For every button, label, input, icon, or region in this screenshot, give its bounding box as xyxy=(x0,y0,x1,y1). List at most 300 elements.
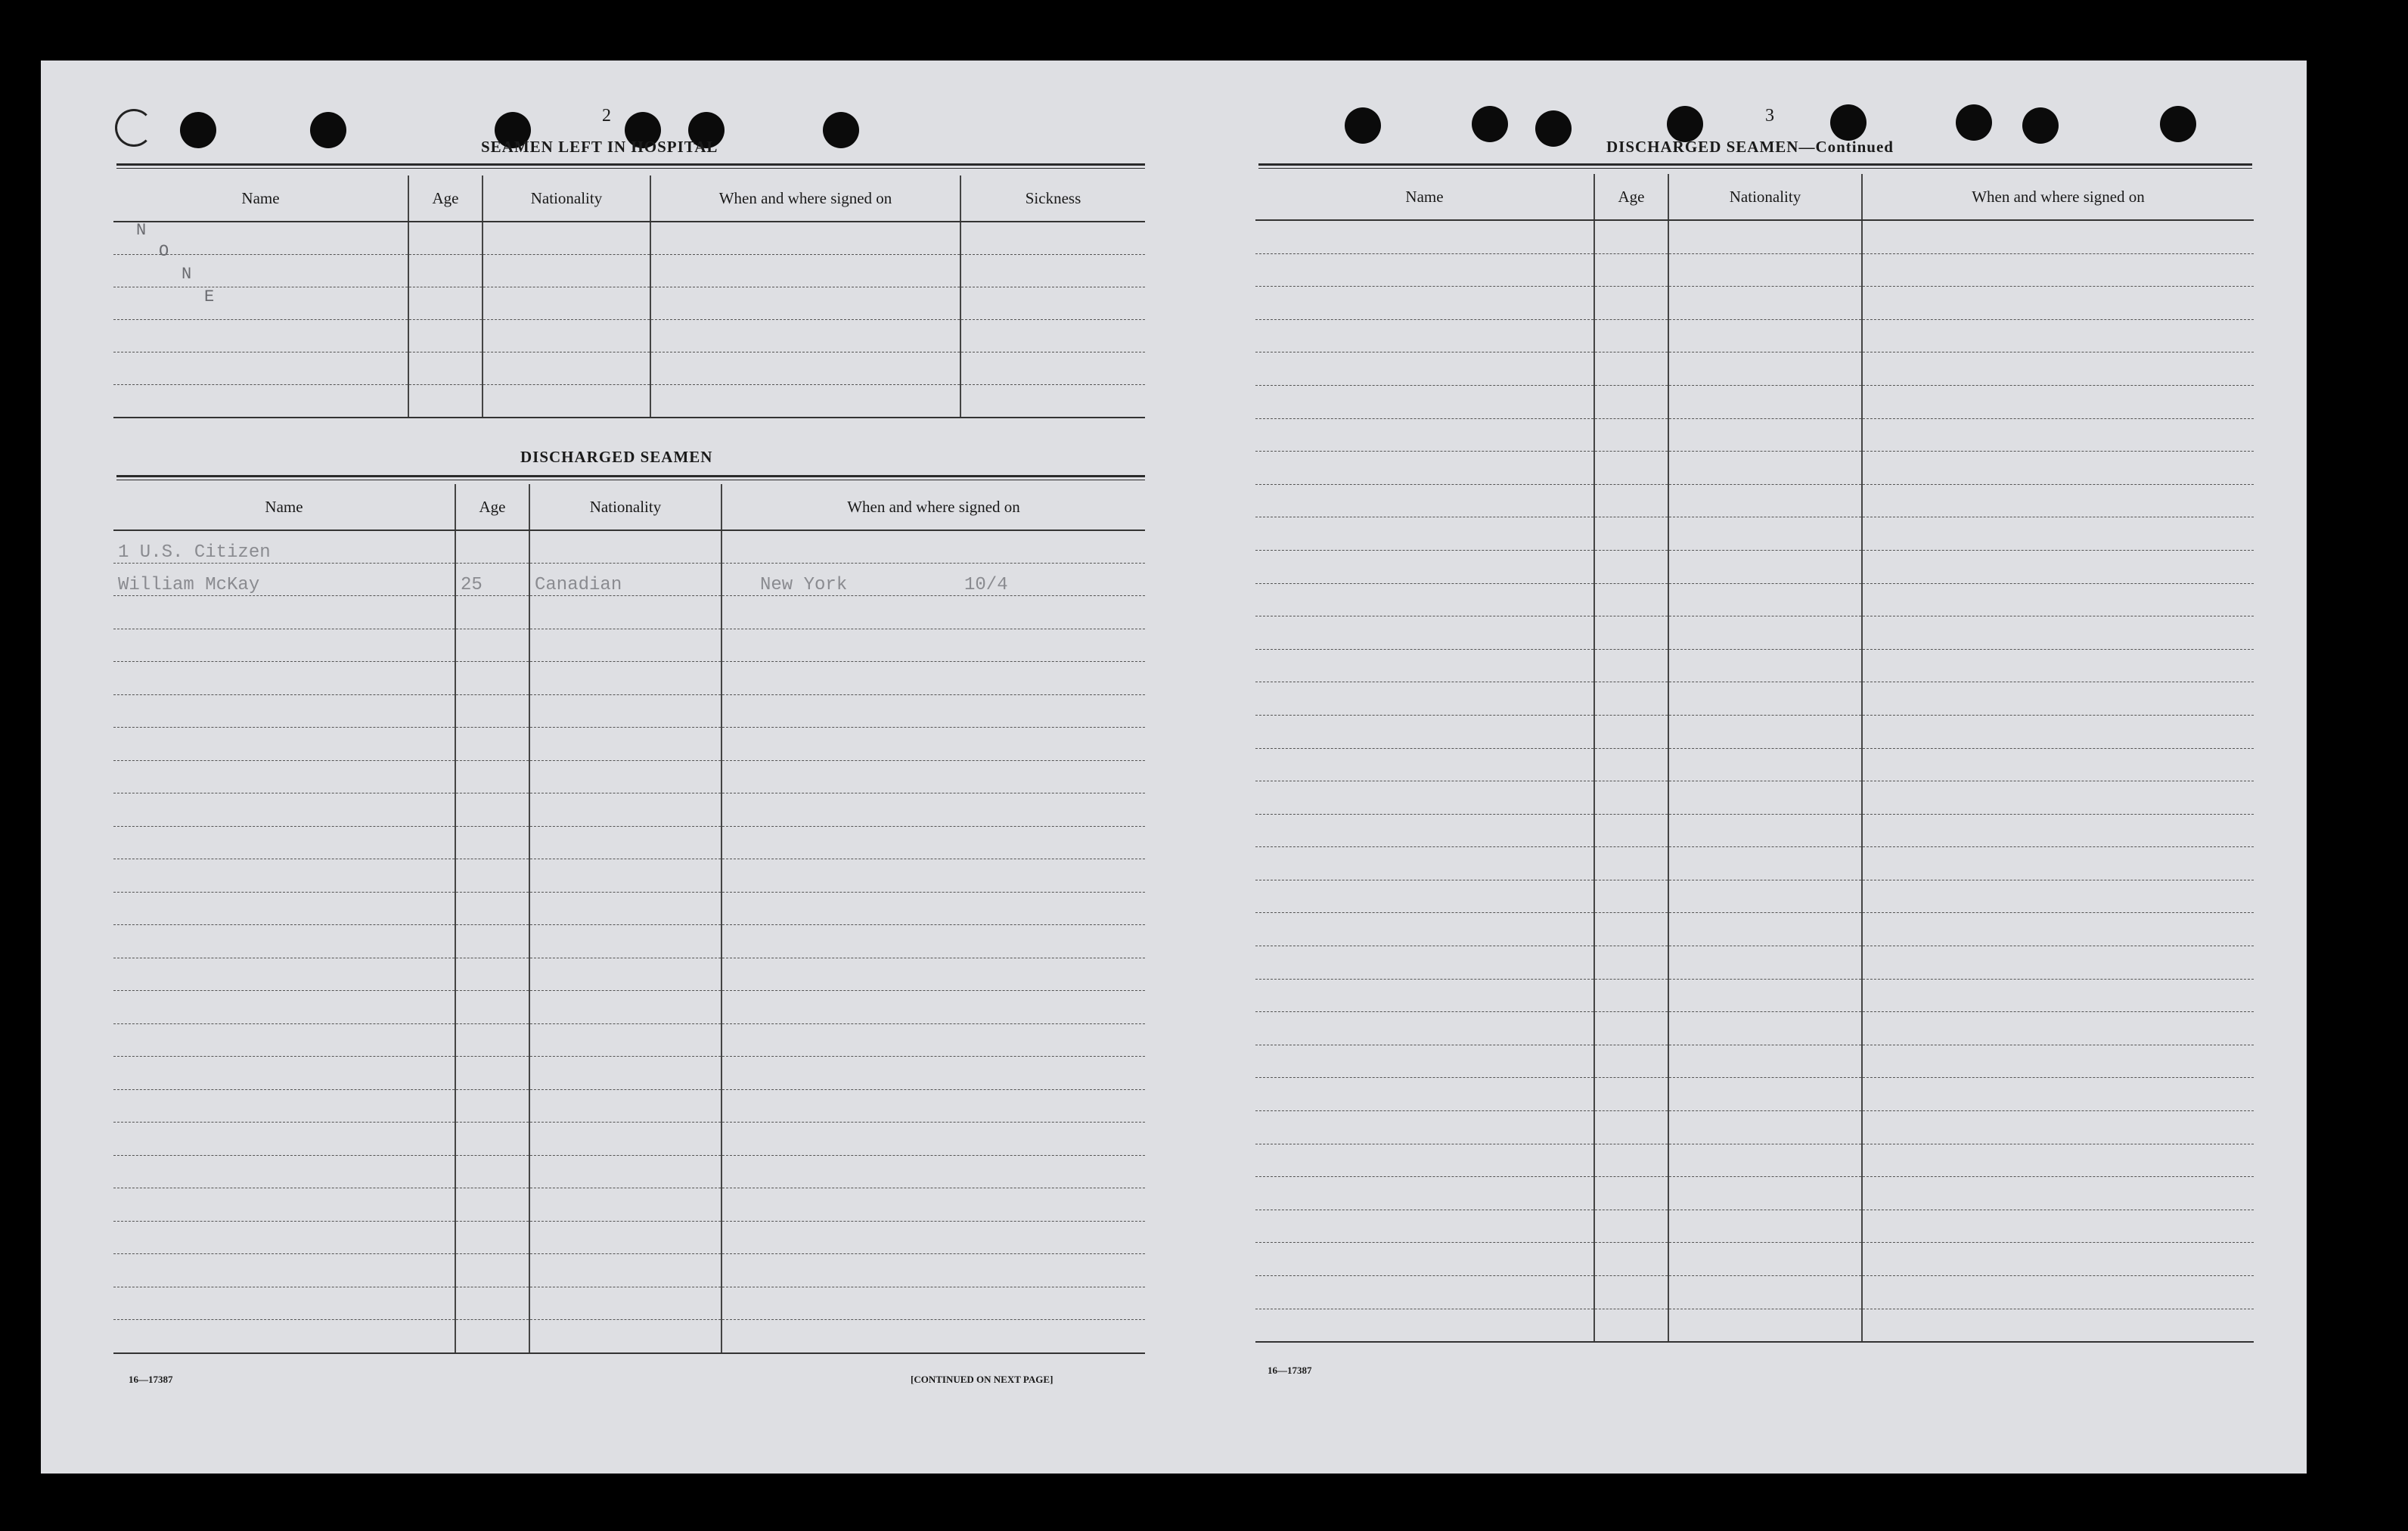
table-cell xyxy=(483,352,650,385)
table-cell xyxy=(113,1320,455,1353)
table-row xyxy=(113,222,1145,255)
table-row xyxy=(1255,352,2254,386)
table-cell xyxy=(1668,847,1862,880)
table-cell xyxy=(960,287,1145,320)
table-cell xyxy=(721,1320,1145,1353)
table-cell xyxy=(113,728,455,761)
pen-mark xyxy=(115,109,153,147)
table-cell xyxy=(1668,979,1862,1012)
table-cell xyxy=(1862,1177,2254,1210)
table-cell xyxy=(1668,484,1862,517)
table-row xyxy=(1255,1078,2254,1111)
table-cell xyxy=(1862,1111,2254,1144)
table-cell xyxy=(1668,418,1862,452)
table-cell xyxy=(1862,484,2254,517)
table-cell xyxy=(408,255,483,287)
table-cell xyxy=(113,859,455,893)
column-header-signed-on: When and where signed on xyxy=(650,175,960,222)
punch-hole xyxy=(1535,110,1572,147)
table-cell xyxy=(1255,1276,1594,1309)
table-row xyxy=(113,629,1145,662)
table-cell xyxy=(1594,220,1668,253)
form-number: 16—17387 xyxy=(1268,1365,1312,1376)
table-cell xyxy=(721,1089,1145,1123)
table-cell xyxy=(1255,1045,1594,1078)
table-cell xyxy=(529,662,721,695)
table-cell xyxy=(650,385,960,418)
column-header-age: Age xyxy=(455,484,529,530)
table-row xyxy=(113,530,1145,564)
table-cell xyxy=(1668,682,1862,716)
table-row xyxy=(1255,418,2254,452)
table-cell xyxy=(1668,1078,1862,1111)
table-cell xyxy=(1255,452,1594,485)
table-row xyxy=(113,1089,1145,1123)
table-cell xyxy=(1668,814,1862,847)
table-cell xyxy=(1594,1078,1668,1111)
table-cell xyxy=(529,1089,721,1123)
discharged-continued-table xyxy=(1255,174,2254,1343)
table-cell xyxy=(483,222,650,255)
table-cell xyxy=(721,1188,1145,1222)
table-row xyxy=(113,564,1145,596)
table-cell xyxy=(1668,1309,1862,1342)
table-cell xyxy=(1594,649,1668,682)
table-cell xyxy=(113,760,455,793)
table-cell xyxy=(1594,319,1668,352)
table-cell xyxy=(455,859,529,893)
table-cell xyxy=(721,991,1145,1024)
table-cell xyxy=(1255,649,1594,682)
table-cell xyxy=(113,222,408,255)
table-row xyxy=(1255,616,2254,650)
punch-hole xyxy=(1472,106,1508,142)
table-cell xyxy=(721,1123,1145,1156)
table-row xyxy=(113,1221,1145,1254)
table-cell xyxy=(1594,913,1668,946)
hospital-section-title: SEAMEN LEFT IN HOSPITAL xyxy=(481,138,718,156)
hospital-table xyxy=(113,175,1145,418)
table-row xyxy=(113,1057,1145,1090)
table-cell xyxy=(721,1287,1145,1320)
table-cell xyxy=(1255,814,1594,847)
table-cell xyxy=(529,1057,721,1090)
signed-on-date: 10/4 xyxy=(964,575,1008,595)
table-row xyxy=(1255,517,2254,551)
table-cell xyxy=(113,1287,455,1320)
table-cell xyxy=(1862,880,2254,913)
table-cell xyxy=(721,1023,1145,1057)
table-cell xyxy=(1668,913,1862,946)
none-letter: N xyxy=(182,265,192,284)
table-cell xyxy=(1255,1078,1594,1111)
table-cell xyxy=(1255,385,1594,418)
table-cell xyxy=(721,1221,1145,1254)
column-header-signed-on: When and where signed on xyxy=(1862,174,2254,220)
table-cell xyxy=(1255,550,1594,583)
table-row xyxy=(1255,385,2254,418)
table-cell xyxy=(113,1155,455,1188)
table-cell xyxy=(721,760,1145,793)
table-cell xyxy=(1862,1078,2254,1111)
table-cell xyxy=(408,222,483,255)
table-cell xyxy=(1668,649,1862,682)
table-cell xyxy=(1668,1045,1862,1078)
table-cell xyxy=(1255,583,1594,616)
column-header-name: Name xyxy=(1255,174,1594,220)
table-cell xyxy=(113,793,455,827)
table-cell xyxy=(1862,748,2254,781)
table-cell xyxy=(1594,715,1668,748)
table-cell xyxy=(1594,1309,1668,1342)
table-cell xyxy=(408,352,483,385)
table-cell xyxy=(113,925,455,958)
table-cell xyxy=(1862,1045,2254,1078)
table-cell xyxy=(1594,1276,1668,1309)
table-cell xyxy=(721,892,1145,925)
column-header-signed-on: When and where signed on xyxy=(721,484,1145,530)
table-cell xyxy=(529,1155,721,1188)
table-cell xyxy=(650,287,960,320)
table-cell xyxy=(1862,682,2254,716)
table-cell xyxy=(455,1254,529,1287)
column-header-age: Age xyxy=(1594,174,1668,220)
table-cell xyxy=(113,1221,455,1254)
table-cell xyxy=(1255,220,1594,253)
table-row xyxy=(113,991,1145,1024)
table-cell xyxy=(650,222,960,255)
table-cell xyxy=(455,826,529,859)
table-cell xyxy=(529,892,721,925)
table-row xyxy=(1255,1243,2254,1276)
seaman-name: 1 U.S. Citizen xyxy=(113,530,455,564)
table-row xyxy=(1255,220,2254,253)
table-cell xyxy=(455,925,529,958)
seaman-nationality xyxy=(529,530,721,564)
table-cell xyxy=(529,1287,721,1320)
table-cell xyxy=(1668,1144,1862,1177)
table-cell xyxy=(1255,781,1594,815)
table-cell xyxy=(721,958,1145,991)
table-row xyxy=(113,1188,1145,1222)
discharged-table xyxy=(113,484,1145,1354)
table-cell xyxy=(1862,946,2254,980)
table-cell xyxy=(1668,550,1862,583)
table-cell xyxy=(1255,682,1594,716)
table-cell xyxy=(1668,1276,1862,1309)
table-cell xyxy=(1255,979,1594,1012)
table-cell xyxy=(455,1123,529,1156)
table-row xyxy=(1255,452,2254,485)
seaman-age xyxy=(455,530,529,564)
table-row xyxy=(1255,1012,2254,1045)
table-cell xyxy=(1862,319,2254,352)
page-number: 3 xyxy=(1765,106,1774,126)
table-cell xyxy=(1594,1210,1668,1243)
table-cell xyxy=(1862,649,2254,682)
punch-hole xyxy=(1830,104,1867,141)
table-cell xyxy=(455,793,529,827)
table-cell xyxy=(1594,517,1668,551)
table-cell xyxy=(1862,1144,2254,1177)
punch-hole xyxy=(1956,104,1992,141)
table-row xyxy=(1255,1177,2254,1210)
table-row xyxy=(113,1254,1145,1287)
table-cell xyxy=(1594,385,1668,418)
table-cell xyxy=(455,1155,529,1188)
table-cell xyxy=(1862,979,2254,1012)
table-cell xyxy=(1594,1177,1668,1210)
table-cell xyxy=(455,694,529,728)
table-cell xyxy=(1862,550,2254,583)
table-cell xyxy=(1668,319,1862,352)
table-cell xyxy=(1862,1012,2254,1045)
none-letter: N xyxy=(136,221,147,240)
table-cell xyxy=(455,1188,529,1222)
table-cell xyxy=(1668,452,1862,485)
table-cell xyxy=(1862,616,2254,650)
table-cell xyxy=(113,287,408,320)
table-cell xyxy=(1255,319,1594,352)
table-row xyxy=(113,352,1145,385)
table-cell xyxy=(1255,913,1594,946)
table-cell xyxy=(1255,847,1594,880)
table-cell xyxy=(1668,352,1862,386)
table-cell xyxy=(1594,781,1668,815)
table-cell xyxy=(1255,880,1594,913)
table-cell xyxy=(113,385,408,418)
table-cell xyxy=(1255,287,1594,320)
table-cell xyxy=(1668,517,1862,551)
table-row xyxy=(113,826,1145,859)
table-cell xyxy=(1255,1012,1594,1045)
table-cell xyxy=(1862,220,2254,253)
table-cell xyxy=(529,1123,721,1156)
table-row xyxy=(113,596,1145,629)
table-cell xyxy=(1862,715,2254,748)
table-cell xyxy=(1594,550,1668,583)
table-cell xyxy=(408,287,483,320)
table-cell xyxy=(113,958,455,991)
table-cell xyxy=(455,1057,529,1090)
table-cell xyxy=(1668,253,1862,287)
table-cell xyxy=(721,1057,1145,1090)
table-row xyxy=(1255,682,2254,716)
table-row xyxy=(1255,583,2254,616)
table-cell xyxy=(721,629,1145,662)
table-cell xyxy=(529,629,721,662)
table-row xyxy=(1255,1309,2254,1342)
page-number: 2 xyxy=(602,106,611,126)
table-cell xyxy=(1255,1309,1594,1342)
table-cell xyxy=(1668,287,1862,320)
table-row xyxy=(113,1023,1145,1057)
table-cell xyxy=(1594,1144,1668,1177)
table-cell xyxy=(1594,1012,1668,1045)
table-cell xyxy=(1862,517,2254,551)
table-row xyxy=(1255,715,2254,748)
table-cell xyxy=(1668,1210,1862,1243)
seaman-age: 25 xyxy=(455,564,529,596)
table-cell xyxy=(960,352,1145,385)
table-cell xyxy=(529,1023,721,1057)
table-cell xyxy=(483,320,650,352)
table-cell xyxy=(113,352,408,385)
table-cell xyxy=(1668,1012,1862,1045)
continued-note: [CONTINUED ON NEXT PAGE] xyxy=(911,1374,1054,1385)
table-cell xyxy=(455,1221,529,1254)
table-cell xyxy=(1862,352,2254,386)
table-cell xyxy=(113,892,455,925)
discharged-continued-title: DISCHARGED SEAMEN—Continued xyxy=(1606,138,1894,156)
table-cell xyxy=(1862,253,2254,287)
table-cell xyxy=(113,596,455,629)
table-cell xyxy=(1594,452,1668,485)
table-cell xyxy=(455,728,529,761)
page-right xyxy=(1175,61,2307,1474)
table-cell xyxy=(1668,1111,1862,1144)
punch-hole xyxy=(310,112,346,148)
table-cell xyxy=(529,826,721,859)
table-cell xyxy=(1594,352,1668,386)
table-cell xyxy=(721,859,1145,893)
table-cell xyxy=(529,1320,721,1353)
table-cell xyxy=(650,255,960,287)
table-cell xyxy=(529,728,721,761)
table-cell xyxy=(1594,748,1668,781)
table-row xyxy=(1255,1210,2254,1243)
table-row xyxy=(1255,649,2254,682)
table-cell xyxy=(1594,847,1668,880)
rule xyxy=(116,163,1145,169)
table-row xyxy=(113,255,1145,287)
table-cell xyxy=(1594,979,1668,1012)
table-cell xyxy=(721,1155,1145,1188)
table-cell xyxy=(455,1320,529,1353)
table-cell xyxy=(113,1254,455,1287)
table-cell xyxy=(1862,583,2254,616)
table-cell xyxy=(1594,484,1668,517)
table-row xyxy=(113,728,1145,761)
table-cell xyxy=(113,694,455,728)
table-row xyxy=(1255,253,2254,287)
table-cell xyxy=(455,991,529,1024)
table-cell xyxy=(1255,484,1594,517)
table-row xyxy=(113,1155,1145,1188)
table-row xyxy=(113,1320,1145,1353)
column-header-sickness: Sickness xyxy=(960,175,1145,222)
page-left xyxy=(41,61,1175,1474)
table-row xyxy=(1255,1045,2254,1078)
table-cell xyxy=(1668,1177,1862,1210)
punch-hole xyxy=(1667,106,1703,142)
table-cell xyxy=(529,760,721,793)
seaman-name: William McKay xyxy=(113,564,455,596)
table-row xyxy=(113,793,1145,827)
table-cell xyxy=(1862,385,2254,418)
table-cell xyxy=(1668,583,1862,616)
table-cell xyxy=(408,385,483,418)
table-cell xyxy=(455,1023,529,1057)
column-header-nationality: Nationality xyxy=(529,484,721,530)
table-cell xyxy=(1862,287,2254,320)
column-header-nationality: Nationality xyxy=(1668,174,1862,220)
table-cell xyxy=(1255,748,1594,781)
table-cell xyxy=(650,320,960,352)
table-cell xyxy=(529,1254,721,1287)
table-cell xyxy=(1594,253,1668,287)
table-row xyxy=(113,760,1145,793)
table-cell xyxy=(721,596,1145,629)
table-cell xyxy=(529,1188,721,1222)
rule xyxy=(1258,163,2252,169)
table-row xyxy=(113,320,1145,352)
table-cell xyxy=(1594,1045,1668,1078)
table-cell xyxy=(1594,814,1668,847)
table-cell xyxy=(1668,880,1862,913)
table-cell xyxy=(721,662,1145,695)
table-cell xyxy=(1594,682,1668,716)
table-cell xyxy=(721,826,1145,859)
table-cell xyxy=(1255,616,1594,650)
table-row xyxy=(113,1123,1145,1156)
table-cell xyxy=(1862,781,2254,815)
table-cell xyxy=(455,760,529,793)
table-cell xyxy=(1255,418,1594,452)
table-row xyxy=(1255,550,2254,583)
column-header-nationality: Nationality xyxy=(483,175,650,222)
table-cell xyxy=(113,826,455,859)
table-row xyxy=(113,694,1145,728)
table-cell xyxy=(483,255,650,287)
table-cell xyxy=(113,1123,455,1156)
table-cell xyxy=(1862,1276,2254,1309)
table-cell xyxy=(960,385,1145,418)
table-cell xyxy=(1594,418,1668,452)
form-number: 16—17387 xyxy=(129,1374,173,1385)
table-row xyxy=(113,859,1145,893)
table-cell xyxy=(1255,1177,1594,1210)
table-cell xyxy=(1668,748,1862,781)
table-cell xyxy=(960,320,1145,352)
rule xyxy=(116,475,1145,480)
table-cell xyxy=(1668,781,1862,815)
table-cell xyxy=(113,629,455,662)
table-row xyxy=(1255,880,2254,913)
table-cell xyxy=(1255,253,1594,287)
table-cell xyxy=(529,1221,721,1254)
seaman-nationality: Canadian xyxy=(529,564,721,596)
table-cell xyxy=(1255,1243,1594,1276)
table-cell xyxy=(1255,715,1594,748)
table-cell xyxy=(1255,1144,1594,1177)
table-cell xyxy=(1594,1111,1668,1144)
table-cell xyxy=(1862,452,2254,485)
table-row xyxy=(1255,484,2254,517)
column-header-name: Name xyxy=(113,175,408,222)
table-cell xyxy=(960,255,1145,287)
table-row xyxy=(1255,979,2254,1012)
table-cell xyxy=(650,352,960,385)
table-row xyxy=(1255,847,2254,880)
table-cell xyxy=(721,694,1145,728)
table-cell xyxy=(113,1089,455,1123)
table-cell xyxy=(455,1287,529,1320)
table-row xyxy=(1255,814,2254,847)
table-cell xyxy=(1255,1210,1594,1243)
punch-hole xyxy=(1345,107,1381,144)
seaman-signed-on xyxy=(721,530,1145,564)
